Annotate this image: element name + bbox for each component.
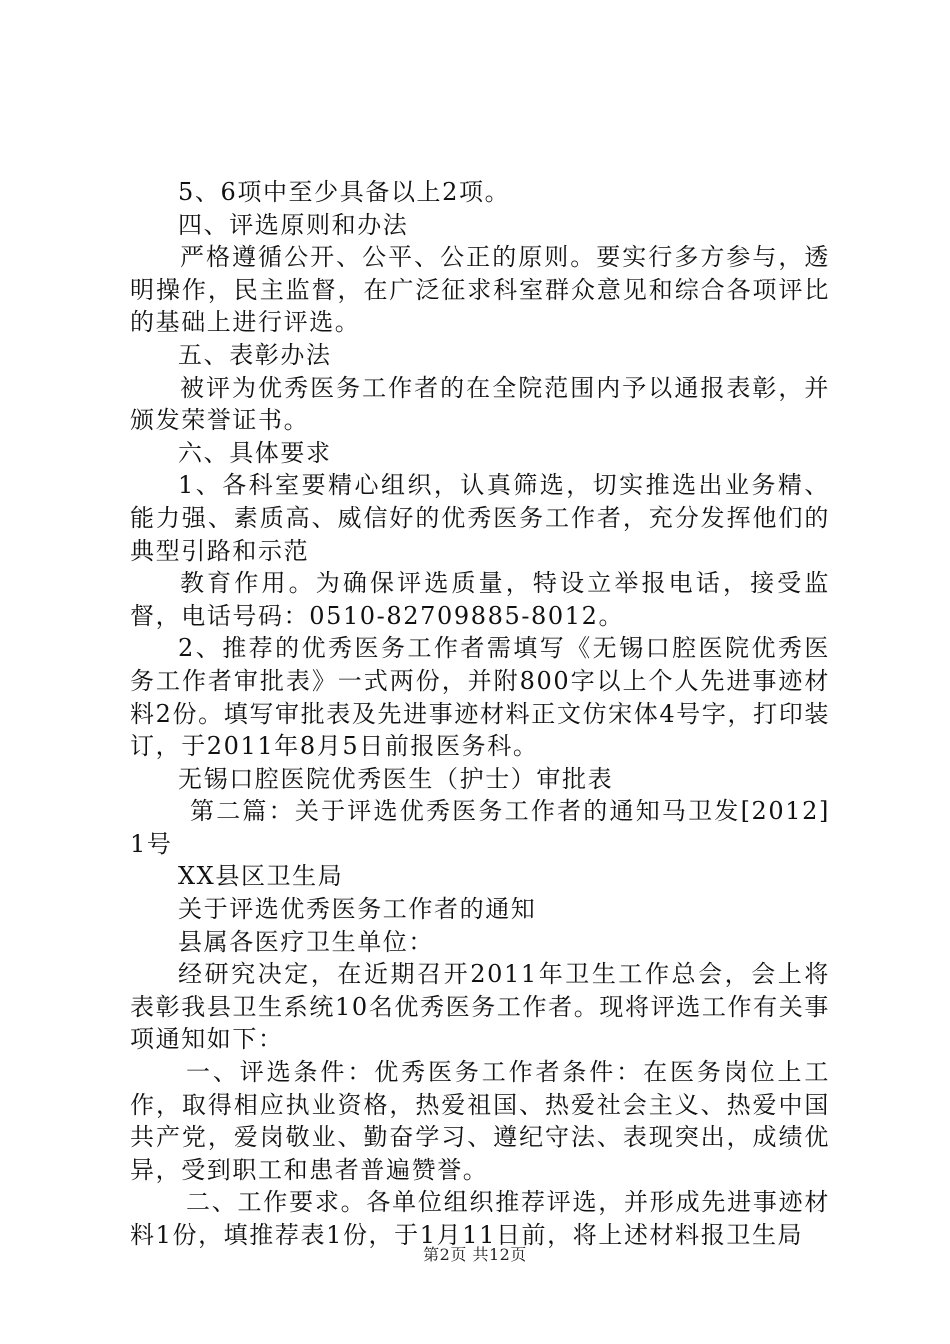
- heading-second-article: 第二篇：关于评选优秀医务工作者的通知马卫发[2012]1号: [130, 797, 830, 858]
- heading-requirements: 六、具体要求: [178, 438, 332, 467]
- paragraph-commendation: 被评为优秀医务工作者的在全院范围内予以通报表彰，并颁发荣誉证书。: [130, 373, 830, 435]
- paragraph-notice-title: 关于评选优秀医务工作者的通知: [178, 895, 537, 924]
- paragraph-work-requirements: 二、工作要求。各单位组织推荐评选，并形成先进事迹材料1份，填推荐表1份，于1月11日前，将上述材料报卫生局: [130, 1188, 830, 1249]
- paragraph-criteria-count: 5、6项中至少具备以上2项。: [178, 178, 511, 206]
- paragraph-approval-form-title: 无锡口腔医院优秀医生（护士）审批表: [178, 764, 614, 793]
- paragraph-principles: 严格遵循公开、公平、公正的原则。要实行多方参与，透明操作，民主监督，在广泛征求科室群众意见和综合各项评比的基础上进行评选。: [130, 243, 830, 337]
- paragraph-issuer: XX县区卫生局: [178, 862, 344, 891]
- paragraph-requirement-1: 1、各科室要精心组织，认真筛选，切实推选出业务精、能力强、素质高、威信好的优秀医务工作者，充分发挥他们的典型引路和示范: [130, 471, 830, 565]
- paragraph-decision: 经研究决定，在近期召开2011年卫生工作总会，会上将表彰我县卫生系统10名优秀医务工作者。现将评选工作有关事项通知如下：: [130, 960, 830, 1054]
- paragraph-addressee: 县属各医疗卫生单位：: [178, 927, 434, 956]
- document-body: [130, 176, 830, 1252]
- heading-selection-principles: 四、评选原则和办法: [178, 210, 409, 239]
- paragraph-requirement-2: 2、推荐的优秀医务工作者需填写《无锡口腔医院优秀医务工作者审批表》一式两份，并附800字以上个人先进事迹材料2份。填写审批表及先进事迹材料正文仿宋体4号字，打印装订，于2011年8月5日前报医务科。: [130, 634, 830, 761]
- page-indicator: 第2页 共12页: [423, 1245, 527, 1264]
- paragraph-requirement-1-continued: 教育作用。为确保评选质量，特设立举报电话，接受监督，电话号码：0510-82709885-8012。: [130, 569, 830, 630]
- heading-commendation: 五、表彰办法: [178, 340, 332, 369]
- paragraph-selection-conditions: 一、评选条件：优秀医务工作者条件：在医务岗位上工作，取得相应执业资格，热爱祖国、热爱社会主义、热爱中国共产党，爱岗敬业、勤奋学习、遵纪守法、表现突出，成绩优异，受到职工和患者普遍赞誉。: [130, 1058, 830, 1184]
